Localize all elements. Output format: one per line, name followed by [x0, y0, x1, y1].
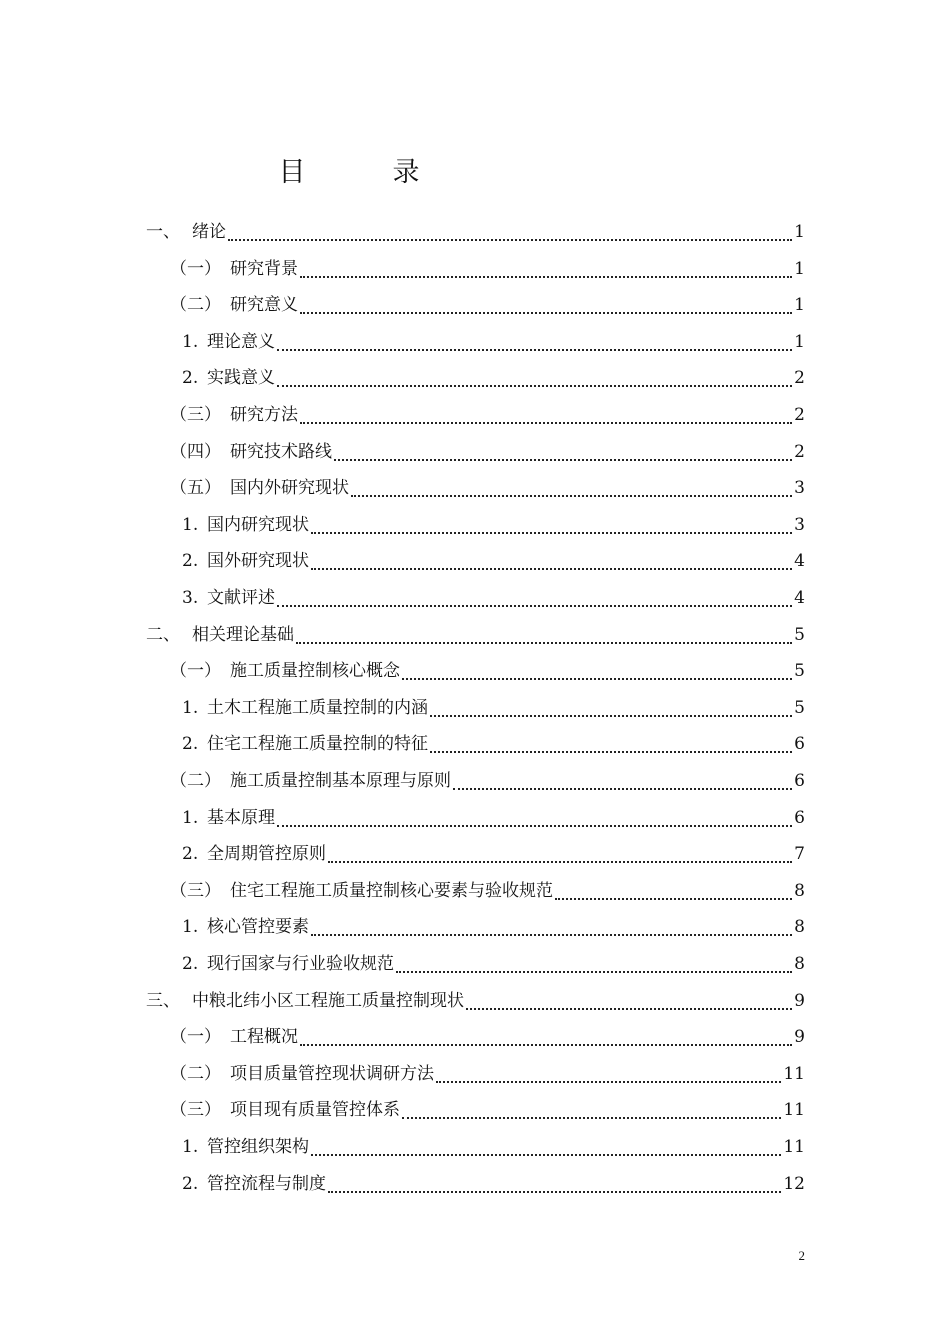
toc-entry-marker: 2.	[182, 734, 199, 755]
toc-entry[interactable]	[146, 214, 805, 250]
toc-entry-page: 1	[794, 222, 805, 242]
toc-entry-page: 2	[794, 441, 805, 462]
toc-entry[interactable]	[170, 1056, 805, 1092]
toc-entry-page: 11	[783, 1137, 805, 1157]
toc-entry-title: 核心管控要素	[207, 917, 309, 938]
toc-entry-title: 理论意义	[207, 331, 275, 352]
toc-entry-page: 5	[794, 624, 805, 645]
toc-title: 目 录	[278, 157, 450, 188]
toc-entry-page: 6	[794, 771, 805, 791]
toc-entry-page: 9	[794, 1027, 805, 1048]
dot-leader	[453, 788, 792, 790]
toc-entry-title: 土木工程施工质量控制的内涵	[207, 697, 428, 718]
toc-entry-page: 9	[794, 990, 805, 1011]
toc-entry[interactable]	[182, 360, 805, 396]
toc-entry[interactable]	[146, 617, 805, 653]
toc-entry-title: 施工质量控制核心概念	[230, 661, 400, 682]
toc-entry[interactable]	[170, 397, 805, 433]
toc-entry-marker: 1.	[182, 917, 199, 938]
toc-entry[interactable]	[170, 251, 805, 287]
toc-entry-marker: 一、	[146, 222, 180, 242]
toc-entry-page: 1	[794, 295, 805, 316]
toc-entry-marker: （一）	[170, 258, 221, 279]
toc-entry-title: 国外研究现状	[207, 551, 309, 572]
toc-entry-page: 4	[794, 588, 805, 608]
dot-leader	[396, 971, 792, 973]
dot-leader	[555, 898, 792, 900]
toc-entry-marker: 2.	[182, 844, 199, 865]
toc-entry-marker: 1.	[182, 514, 199, 535]
dot-leader	[311, 532, 792, 534]
toc-entry-page: 4	[794, 551, 805, 572]
dot-leader	[277, 349, 792, 351]
toc-entry[interactable]	[170, 434, 805, 470]
toc-entry-title: 中粮北纬小区工程施工质量控制现状	[192, 990, 464, 1011]
toc-entry-marker: 2.	[182, 1173, 199, 1194]
toc-entry-marker: 1.	[182, 807, 199, 828]
toc-entry-title: 绪论	[192, 222, 226, 242]
toc-entry-page: 12	[783, 1173, 805, 1194]
toc-entry-title: 现行国家与行业验收规范	[207, 954, 394, 974]
dot-leader	[430, 751, 792, 753]
toc-entry-title: 工程概况	[230, 1027, 298, 1048]
dot-leader	[328, 861, 792, 863]
toc-entry-marker: （二）	[170, 1063, 221, 1084]
toc-entry-marker: （二）	[170, 295, 221, 316]
toc-entry-title: 项目现有质量管控体系	[230, 1100, 400, 1121]
dot-leader	[300, 276, 792, 278]
toc-entry-page: 2	[794, 405, 805, 425]
toc-entry-page: 11	[783, 1063, 805, 1084]
toc-entry-marker: （三）	[170, 880, 221, 901]
toc-entry-page: 1	[794, 331, 805, 352]
dot-leader	[351, 495, 792, 497]
toc-entry[interactable]	[182, 1166, 805, 1202]
toc-entry-marker: 1.	[182, 697, 199, 718]
toc-entry-marker: （一）	[170, 661, 221, 682]
toc-entry-page: 3	[794, 478, 805, 499]
toc-entry-title: 相关理论基础	[192, 624, 294, 645]
page-number: 2	[798, 1248, 805, 1263]
dot-leader	[228, 239, 792, 241]
toc-entry-page: 1	[794, 258, 805, 279]
toc-entry-page: 11	[783, 1100, 805, 1121]
dot-leader	[300, 1044, 792, 1046]
toc-entry-marker: 1.	[182, 331, 199, 352]
toc-entry-page: 6	[794, 807, 805, 828]
toc-entry-title: 研究背景	[230, 258, 298, 279]
toc-entry-title: 文献评述	[207, 588, 275, 608]
toc-entry[interactable]	[170, 470, 805, 506]
toc-entry-page: 6	[794, 734, 805, 755]
toc-entry[interactable]	[182, 690, 805, 726]
dot-leader	[402, 1117, 781, 1119]
toc-entry-page: 5	[794, 697, 805, 718]
toc-entry-marker: （五）	[170, 478, 221, 499]
toc-entry-marker: 三、	[146, 990, 180, 1011]
toc-entry-title: 全周期管控原则	[207, 844, 326, 865]
toc-entry[interactable]	[182, 836, 805, 872]
toc-entry-page: 7	[794, 844, 805, 865]
toc-entry-page: 8	[794, 917, 805, 938]
dot-leader	[311, 568, 792, 570]
toc-entry-title: 住宅工程施工质量控制核心要素与验收规范	[230, 880, 553, 901]
toc-entry-marker: （三）	[170, 405, 221, 425]
toc-entry-marker: （二）	[170, 771, 221, 791]
toc-entry-title: 研究技术路线	[230, 441, 332, 462]
toc-entry[interactable]	[170, 873, 805, 909]
toc-entry-marker: 2.	[182, 368, 199, 389]
dot-leader	[311, 934, 792, 936]
dot-leader	[277, 605, 792, 607]
toc-entry[interactable]	[170, 1092, 805, 1128]
toc-entry-title: 管控组织架构	[207, 1137, 309, 1157]
toc-entry-title: 管控流程与制度	[207, 1173, 326, 1194]
toc-entry-title: 国内研究现状	[207, 514, 309, 535]
toc-entry-page: 3	[794, 514, 805, 535]
toc-entry[interactable]	[146, 983, 805, 1019]
toc-entry-marker: 2.	[182, 954, 199, 974]
toc-entry[interactable]	[182, 580, 805, 616]
dot-leader	[277, 385, 792, 387]
toc-entry-title: 研究方法	[230, 405, 298, 425]
toc-entry[interactable]	[182, 946, 805, 982]
toc-entry[interactable]	[170, 287, 805, 323]
toc-entry-page: 5	[794, 661, 805, 682]
toc-entry-marker: （一）	[170, 1027, 221, 1048]
dot-leader	[328, 1191, 781, 1193]
toc-entry-page: 2	[794, 368, 805, 389]
toc-entry-marker: 2.	[182, 551, 199, 572]
toc-entry-title: 项目质量管控现状调研方法	[230, 1063, 434, 1084]
dot-leader	[300, 312, 792, 314]
toc-entry[interactable]	[182, 324, 805, 360]
dot-leader	[311, 1154, 781, 1156]
toc-entry-title: 施工质量控制基本原理与原则	[230, 771, 451, 791]
toc-entry-title: 国内外研究现状	[230, 478, 349, 499]
toc-entry[interactable]	[170, 653, 805, 689]
toc-entry[interactable]	[182, 1129, 805, 1165]
toc-entry[interactable]	[170, 1019, 805, 1055]
toc-entry[interactable]	[182, 543, 805, 579]
dot-leader	[300, 422, 792, 424]
toc-entry-title: 基本原理	[207, 807, 275, 828]
toc-entry-marker: 1.	[182, 1137, 199, 1157]
toc-entry[interactable]	[182, 800, 805, 836]
dot-leader	[466, 1008, 792, 1010]
toc-entry[interactable]	[182, 507, 805, 543]
toc-entry-marker: （四）	[170, 441, 221, 462]
toc-entry-title: 住宅工程施工质量控制的特征	[207, 734, 428, 755]
toc-entry-page: 8	[794, 880, 805, 901]
dot-leader	[334, 459, 792, 461]
dot-leader	[296, 642, 792, 644]
toc-entry-title: 研究意义	[230, 295, 298, 316]
toc-entry[interactable]	[182, 726, 805, 762]
toc-entry[interactable]	[182, 909, 805, 945]
toc-entry-marker: （三）	[170, 1100, 221, 1121]
toc-entry-marker: 3.	[182, 588, 199, 608]
toc-entry-title: 实践意义	[207, 368, 275, 389]
toc-entry-marker: 二、	[146, 624, 180, 645]
dot-leader	[402, 678, 792, 680]
dot-leader	[430, 715, 792, 717]
dot-leader	[436, 1081, 781, 1083]
dot-leader	[277, 825, 792, 827]
toc-entry-page: 8	[794, 954, 805, 974]
toc-entry[interactable]	[170, 763, 805, 799]
